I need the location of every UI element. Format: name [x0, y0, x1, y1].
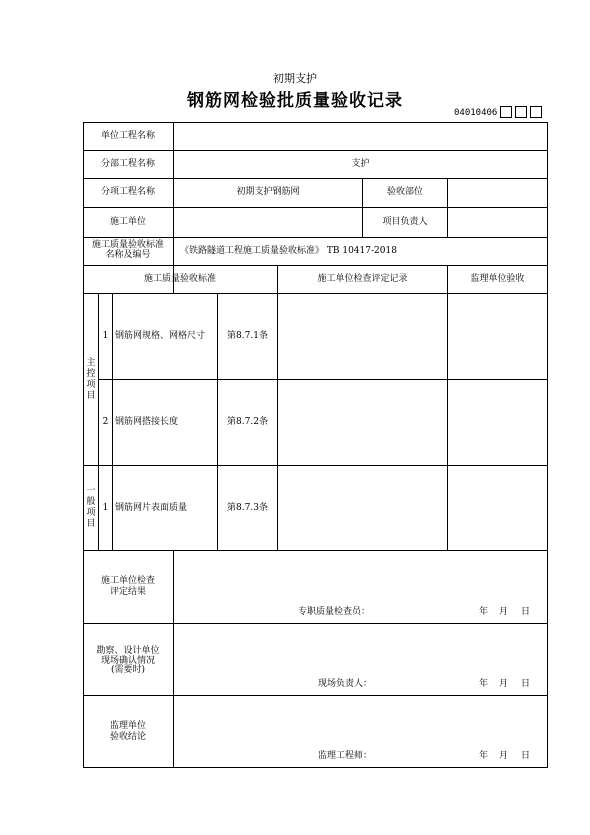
division-field[interactable]: 支护	[351, 159, 370, 169]
main-item-1-no: 1	[102, 331, 109, 341]
general-item-1-clause: 第8.7.3条	[227, 503, 268, 513]
division-label: 分部工程名称	[100, 159, 155, 169]
survey-label-line2: 现场确认情况	[100, 656, 155, 666]
survey-year: 年	[479, 679, 489, 689]
form-subtitle: 初期支护	[273, 72, 317, 85]
survey-label-line1: 勘察、设计单位	[96, 646, 160, 656]
main-items-group-label: 主控项目	[86, 358, 96, 401]
survey-label-line3: (需要时)	[110, 665, 146, 675]
supervision-day: 日	[521, 751, 531, 761]
code-box-1[interactable]	[500, 106, 512, 118]
col-header-self-check: 施工单位检查评定记录	[317, 274, 408, 284]
general-items-group-label: 一般项目	[86, 486, 96, 529]
main-item-1-clause: 第8.7.1条	[227, 331, 268, 341]
main-item-2-self-check-field[interactable]	[278, 380, 447, 465]
supervision-year: 年	[479, 751, 489, 761]
general-item-1-supervision-field[interactable]	[448, 466, 547, 550]
construction-result-label-line2: 评定结果	[109, 587, 146, 597]
project-manager-label: 项目负责人	[382, 217, 428, 227]
main-item-2-supervision-field[interactable]	[448, 380, 547, 465]
supervision-conclusion-field[interactable]	[174, 696, 547, 746]
construction-month: 月	[499, 607, 509, 617]
standard-label-line2: 名称及编号	[105, 250, 151, 260]
construction-unit-label: 施工单位	[109, 217, 146, 227]
main-item-2-name: 钢筋网搭接长度	[115, 417, 179, 427]
supervision-signer-label: 监理工程师：	[318, 751, 373, 761]
acceptance-part-label: 验收部位	[386, 187, 423, 197]
unit-project-label: 单位工程名称	[100, 131, 155, 141]
supervision-conclusion-label-line2: 验收结论	[109, 732, 146, 742]
general-item-1-name: 钢筋网片表面质量	[115, 503, 188, 513]
construction-signer-label: 专职质量检查员：	[298, 607, 371, 617]
subitem-field[interactable]: 初期支护钢筋网	[236, 187, 300, 197]
main-item-1-supervision-field[interactable]	[448, 294, 547, 379]
construction-year: 年	[479, 607, 489, 617]
standard-label-line1: 施工质量验收标准	[91, 240, 164, 250]
general-item-1-no: 1	[102, 503, 109, 513]
col-header-supervision: 监理单位验收	[470, 274, 525, 284]
survey-signer-label: 现场负责人：	[318, 679, 373, 689]
main-item-1-name: 钢筋网规格、网格尺寸	[115, 331, 206, 341]
standard-field[interactable]: 《铁路隧道工程施工质量验收标准》 TB 10417-2018	[180, 246, 397, 256]
form-title: 钢筋网检验批质量验收记录	[187, 91, 403, 111]
subitem-label: 分项工程名称	[100, 187, 155, 197]
survey-month: 月	[499, 679, 509, 689]
main-item-2-clause: 第8.7.2条	[227, 417, 268, 427]
construction-result-label-line1: 施工单位检查	[100, 576, 155, 586]
survey-day: 日	[521, 679, 531, 689]
col-header-standard: 施工质量验收标准	[143, 274, 216, 284]
form-code: 04010406	[454, 108, 498, 118]
supervision-conclusion-label-line1: 监理单位	[109, 721, 146, 731]
code-box-2[interactable]	[515, 106, 527, 118]
construction-day: 日	[521, 607, 531, 617]
construction-result-field[interactable]	[174, 551, 547, 601]
survey-result-field[interactable]	[174, 624, 547, 674]
main-item-2-no: 2	[102, 417, 109, 427]
general-item-1-self-check-field[interactable]	[278, 466, 447, 550]
main-item-1-self-check-field[interactable]	[278, 294, 447, 379]
supervision-month: 月	[499, 751, 509, 761]
code-box-3[interactable]	[530, 106, 542, 118]
